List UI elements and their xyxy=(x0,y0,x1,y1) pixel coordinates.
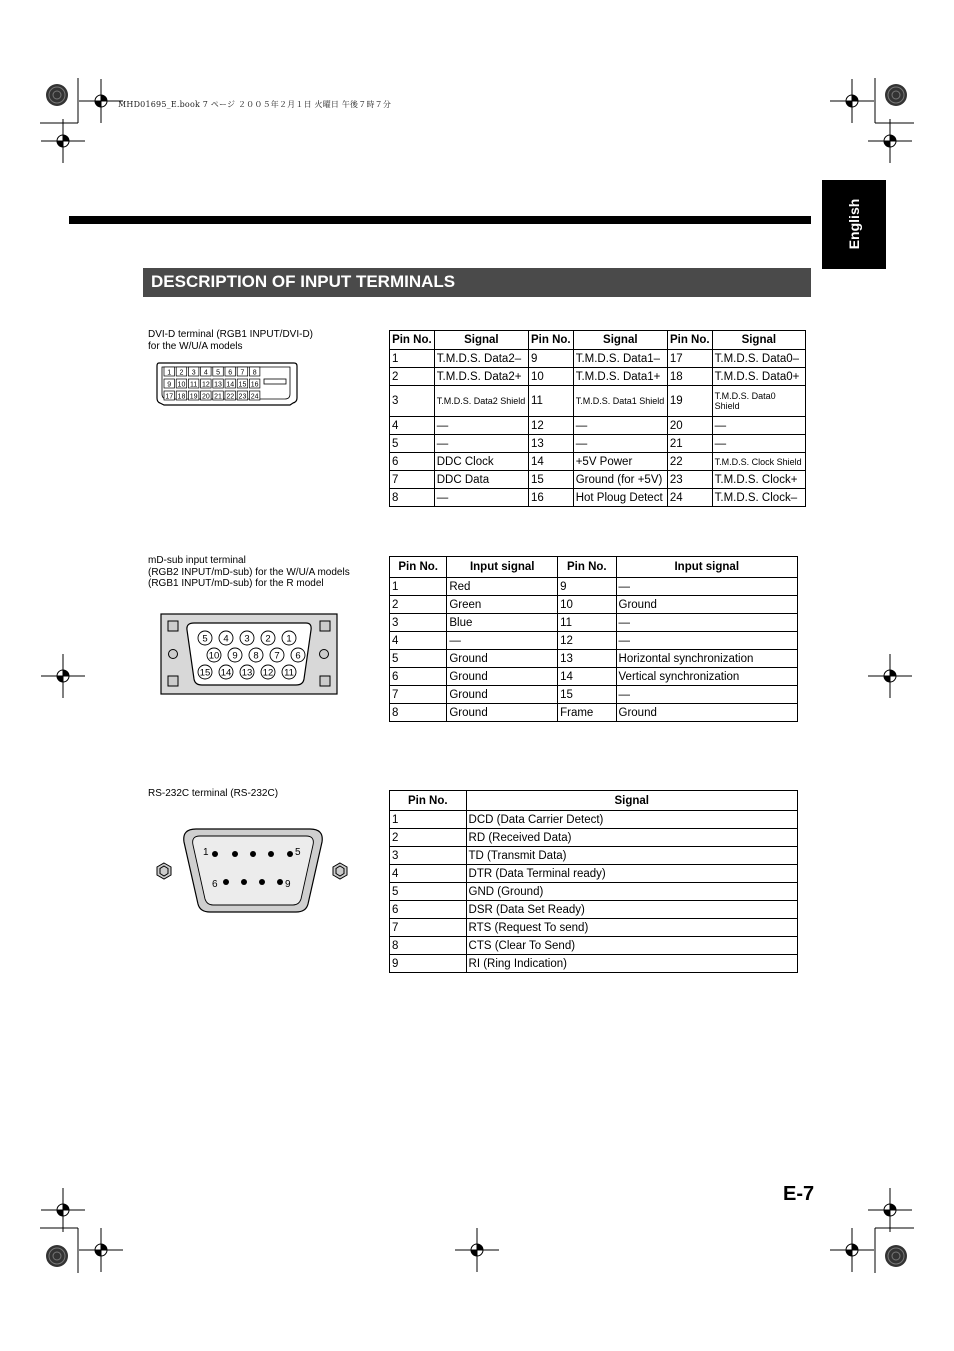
dvi-pin-number: 16 xyxy=(250,381,259,389)
table-cell: DSR (Data Set Ready) xyxy=(466,901,797,919)
dvi-pin-number: 18 xyxy=(177,393,186,401)
table-cell: DDC Clock xyxy=(434,453,528,471)
table-cell: 24 xyxy=(667,489,712,507)
table-row xyxy=(390,901,798,919)
dvi-pin-number: 17 xyxy=(165,393,174,401)
table-cell: — xyxy=(616,686,797,704)
column-header: Pin No. xyxy=(390,331,435,350)
column-header: Signal xyxy=(434,331,528,350)
table-cell: — xyxy=(616,632,797,650)
table-cell: 21 xyxy=(667,435,712,453)
table-cell: 20 xyxy=(667,417,712,435)
table-cell: Horizontal synchronization xyxy=(616,650,797,668)
rs232-connector-diagram xyxy=(154,826,352,916)
table-cell: — xyxy=(434,417,528,435)
table-row xyxy=(390,489,806,507)
table-row xyxy=(390,668,798,686)
table-cell: RD (Received Data) xyxy=(466,829,797,847)
table-cell: — xyxy=(447,632,558,650)
table-cell: 6 xyxy=(390,901,467,919)
table-cell: RI (Ring Indication) xyxy=(466,955,797,973)
table-row xyxy=(390,453,806,471)
mdsub-caption-line: (RGB2 INPUT/mD-sub) for the W/U/A models xyxy=(148,566,350,578)
table-cell: — xyxy=(434,435,528,453)
column-header: Pin No. xyxy=(667,331,712,350)
table-row xyxy=(390,865,798,883)
header-rule xyxy=(69,216,811,224)
table-cell: 6 xyxy=(390,453,435,471)
table-row xyxy=(390,919,798,937)
table-cell: 7 xyxy=(390,686,447,704)
mdsub-caption xyxy=(148,555,350,590)
table-row xyxy=(390,578,798,596)
column-header: Pin No. xyxy=(558,557,616,578)
table-cell: 9 xyxy=(390,955,467,973)
table-cell: Ground xyxy=(616,704,797,722)
table-cell: 13 xyxy=(528,435,573,453)
table-cell: 1 xyxy=(390,811,467,829)
mdsub-pin-number: 5 xyxy=(202,633,208,645)
mdsub-pin-number: 6 xyxy=(295,650,301,662)
table-cell: DTR (Data Terminal ready) xyxy=(466,865,797,883)
rs232-pin-label: 1 xyxy=(203,847,209,858)
mdsub-pin-number: 8 xyxy=(253,650,259,662)
mdsub-pin-number: 3 xyxy=(244,633,250,645)
table-cell: 4 xyxy=(390,417,435,435)
table-row xyxy=(390,847,798,865)
table-cell: 23 xyxy=(667,471,712,489)
column-header: Signal xyxy=(466,791,797,811)
table-cell: — xyxy=(712,417,805,435)
table-cell: 4 xyxy=(390,865,467,883)
table-cell: 11 xyxy=(528,386,573,417)
table-cell: 9 xyxy=(558,578,616,596)
column-header: Input signal xyxy=(447,557,558,578)
table-cell: 4 xyxy=(390,632,447,650)
table-cell: 12 xyxy=(528,417,573,435)
table-cell: 7 xyxy=(390,919,467,937)
table-cell: Green xyxy=(447,596,558,614)
table-cell: 11 xyxy=(558,614,616,632)
table-cell: 17 xyxy=(667,350,712,368)
dvi-pin-number: 5 xyxy=(216,369,221,377)
table-cell: 15 xyxy=(558,686,616,704)
table-cell: T.M.D.S. Clock Shield xyxy=(712,453,805,471)
mdsub-pin-table xyxy=(389,556,798,722)
mdsub-pin-number: 14 xyxy=(220,667,232,679)
table-cell: T.M.D.S. Clock– xyxy=(712,489,805,507)
table-row xyxy=(390,811,798,829)
table-cell: 14 xyxy=(558,668,616,686)
column-header: Signal xyxy=(712,331,805,350)
table-cell: T.M.D.S. Data0– xyxy=(712,350,805,368)
table-row xyxy=(390,883,798,901)
column-header: Pin No. xyxy=(528,331,573,350)
dvi-pin-number: 15 xyxy=(238,381,247,389)
table-cell: Vertical synchronization xyxy=(616,668,797,686)
dvi-pin-number: 12 xyxy=(201,381,210,389)
table-cell: 16 xyxy=(528,489,573,507)
table-row xyxy=(390,686,798,704)
table-cell: T.M.D.S. Data1+ xyxy=(573,368,667,386)
dvi-pin-number: 3 xyxy=(191,369,196,377)
table-cell: +5V Power xyxy=(573,453,667,471)
table-cell: 8 xyxy=(390,489,435,507)
table-row xyxy=(390,386,806,417)
table-cell: Ground xyxy=(447,668,558,686)
table-cell: T.M.D.S. Data2+ xyxy=(434,368,528,386)
dvi-connector-diagram xyxy=(156,362,298,406)
table-header-row xyxy=(390,791,798,811)
mdsub-pin-number: 4 xyxy=(223,633,229,645)
dvi-pin-number: 21 xyxy=(214,393,222,401)
dvi-pin-number: 6 xyxy=(228,369,233,377)
print-info: MHD01695_E.book 7 ページ ２００５年２月１日 火曜日 午後７時７分 xyxy=(118,100,392,109)
table-cell: 18 xyxy=(667,368,712,386)
table-cell: DDC Data xyxy=(434,471,528,489)
table-cell: Hot Ploug Detect xyxy=(573,489,667,507)
mdsub-pin-number: 12 xyxy=(262,667,274,679)
table-cell: 5 xyxy=(390,883,467,901)
table-cell: 15 xyxy=(528,471,573,489)
dvi-pin-table xyxy=(389,330,806,507)
dvi-pin-number: 2 xyxy=(179,369,184,377)
table-row xyxy=(390,350,806,368)
section-header xyxy=(143,268,811,297)
mdsub-pin-number: 15 xyxy=(199,667,211,679)
dvi-pin-number: 7 xyxy=(240,369,245,377)
mdsub-pin-number: 13 xyxy=(241,667,253,679)
dvi-pin-number: 22 xyxy=(226,393,235,401)
rs232-pin-label: 6 xyxy=(212,879,218,890)
table-cell: 2 xyxy=(390,829,467,847)
table-cell: Frame xyxy=(558,704,616,722)
table-cell: 6 xyxy=(390,668,447,686)
table-row xyxy=(390,955,798,973)
mdsub-pin-number: 9 xyxy=(232,650,238,662)
table-cell: T.M.D.S. Data0+ xyxy=(712,368,805,386)
mdsub-caption-line: mD-sub input terminal xyxy=(148,555,246,566)
table-cell: 13 xyxy=(558,650,616,668)
dvi-caption-line: for the W/U/A models xyxy=(148,340,243,352)
language-tab-label: English xyxy=(846,198,862,250)
table-cell: GND (Ground) xyxy=(466,883,797,901)
table-cell: TD (Transmit Data) xyxy=(466,847,797,865)
table-cell: RTS (Request To send) xyxy=(466,919,797,937)
table-cell: 3 xyxy=(390,614,447,632)
column-header: Input signal xyxy=(616,557,797,578)
table-header-row xyxy=(390,331,806,350)
table-cell: 5 xyxy=(390,650,447,668)
dvi-pin-number: 20 xyxy=(201,393,210,401)
table-cell: — xyxy=(434,489,528,507)
table-cell: Ground (for +5V) xyxy=(573,471,667,489)
table-cell: — xyxy=(616,578,797,596)
table-cell: 5 xyxy=(390,435,435,453)
rs232-pin-table xyxy=(389,790,798,973)
dvi-pin-number: 11 xyxy=(190,381,198,389)
table-cell: T.M.D.S. Data2 Shield xyxy=(434,386,528,417)
table-cell: 22 xyxy=(667,453,712,471)
table-row xyxy=(390,614,798,632)
rs232-caption-line: RS-232C terminal (RS-232C) xyxy=(148,788,279,799)
table-cell: 3 xyxy=(390,386,435,417)
dvi-pin-number: 24 xyxy=(250,393,259,401)
mdsub-pin-number: 1 xyxy=(286,633,292,645)
table-cell: Red xyxy=(447,578,558,596)
table-cell: 3 xyxy=(390,847,467,865)
table-cell: 10 xyxy=(558,596,616,614)
language-tab xyxy=(822,180,886,269)
dvi-pin-number: 1 xyxy=(167,369,172,377)
table-row xyxy=(390,632,798,650)
table-row xyxy=(390,937,798,955)
dvi-pin-number: 19 xyxy=(189,393,198,401)
mdsub-connector-diagram xyxy=(160,613,338,695)
table-cell: T.M.D.S. Data2– xyxy=(434,350,528,368)
table-row xyxy=(390,417,806,435)
column-header: Pin No. xyxy=(390,791,467,811)
table-cell: T.M.D.S. Data1– xyxy=(573,350,667,368)
table-row xyxy=(390,829,798,847)
mdsub-pin-number: 10 xyxy=(208,650,220,662)
table-row xyxy=(390,435,806,453)
table-header-row xyxy=(390,557,798,578)
table-cell: 8 xyxy=(390,937,467,955)
dvi-pin-number: 23 xyxy=(238,393,247,401)
dvi-pin-number: 14 xyxy=(226,381,235,389)
table-cell: 12 xyxy=(558,632,616,650)
table-row xyxy=(390,471,806,489)
table-cell: DCD (Data Carrier Detect) xyxy=(466,811,797,829)
table-cell: — xyxy=(573,435,667,453)
table-cell: Ground xyxy=(447,686,558,704)
table-cell: 9 xyxy=(528,350,573,368)
mdsub-pin-number: 7 xyxy=(274,650,280,662)
dvi-pin-number: 13 xyxy=(214,381,222,389)
column-header: Signal xyxy=(573,331,667,350)
dvi-caption-line: DVI-D terminal (RGB1 INPUT/DVI-D) xyxy=(148,329,314,340)
table-cell: Ground xyxy=(447,650,558,668)
table-cell: — xyxy=(616,614,797,632)
table-cell: 7 xyxy=(390,471,435,489)
table-cell: T.M.D.S. Data0 Shield xyxy=(712,386,805,417)
table-cell: 2 xyxy=(390,596,447,614)
table-cell: 10 xyxy=(528,368,573,386)
table-cell: T.M.D.S. Data1 Shield xyxy=(573,386,667,417)
rs232-pin-label: 5 xyxy=(295,847,301,858)
table-row xyxy=(390,650,798,668)
table-cell: Blue xyxy=(447,614,558,632)
table-cell: 19 xyxy=(667,386,712,417)
table-cell: 8 xyxy=(390,704,447,722)
table-row xyxy=(390,596,798,614)
table-cell: Ground xyxy=(616,596,797,614)
table-cell: — xyxy=(712,435,805,453)
dvi-pin-number: 10 xyxy=(177,381,186,389)
table-cell: Ground xyxy=(447,704,558,722)
dvi-caption xyxy=(148,329,313,352)
mdsub-caption-line: (RGB1 INPUT/mD-sub) for the R model xyxy=(148,578,324,589)
mdsub-pin-number: 2 xyxy=(265,633,271,645)
table-cell: CTS (Clear To Send) xyxy=(466,937,797,955)
table-cell: 14 xyxy=(528,453,573,471)
page-number: E-7 xyxy=(783,1183,815,1205)
table-row xyxy=(390,368,806,386)
table-row xyxy=(390,704,798,722)
table-cell: T.M.D.S. Clock+ xyxy=(712,471,805,489)
column-header: Pin No. xyxy=(390,557,447,578)
table-cell: — xyxy=(573,417,667,435)
mdsub-pin-number: 11 xyxy=(284,667,294,679)
table-cell: 1 xyxy=(390,578,447,596)
rs232-caption xyxy=(148,788,278,800)
dvi-pin-number: 4 xyxy=(203,369,208,377)
table-cell: 1 xyxy=(390,350,435,368)
section-title: DESCRIPTION OF INPUT TERMINALS xyxy=(151,272,456,291)
dvi-pin-number: 8 xyxy=(252,369,257,377)
rs232-pin-label: 9 xyxy=(285,879,291,890)
table-cell: 2 xyxy=(390,368,435,386)
dvi-pin-number: 9 xyxy=(167,381,172,389)
